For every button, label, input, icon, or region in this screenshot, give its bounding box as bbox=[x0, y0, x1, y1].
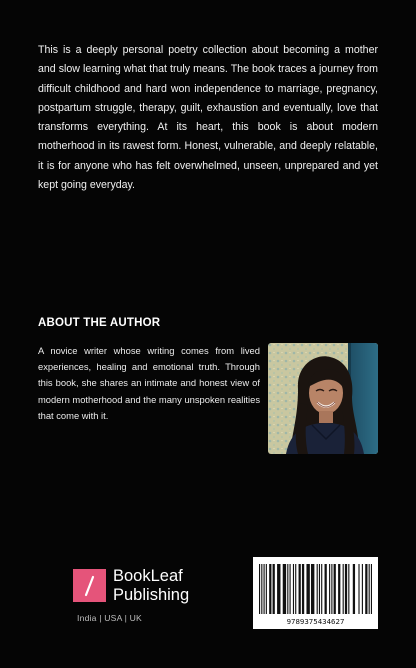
barcode-bar bbox=[334, 564, 336, 614]
barcode-bar bbox=[290, 564, 291, 614]
bookleaf-logo-icon bbox=[73, 569, 106, 602]
barcode-bar bbox=[261, 564, 262, 614]
barcode-bar bbox=[338, 564, 340, 614]
barcode-bar bbox=[317, 564, 318, 614]
barcode-bar bbox=[331, 564, 332, 614]
barcode-bar bbox=[348, 564, 349, 614]
barcode-bar bbox=[277, 564, 280, 614]
barcode-bar bbox=[345, 564, 347, 614]
barcode-bar bbox=[283, 564, 286, 614]
barcode-bar bbox=[321, 564, 322, 614]
publisher-name-line1: BookLeaf bbox=[113, 567, 183, 585]
publisher-logo bbox=[73, 566, 190, 628]
barcode-bar bbox=[266, 564, 267, 614]
book-blurb: This is a deeply personal poetry collection about becoming a mother and slow learning what that truly means. The book traces a journey from difficult childhood and hard won independence to marriage, pregnancy, postpartum struggle, therapy, guilt, exhaustion and eventually, love that transforms everything. At its heart, this book is about modern motherhood in its rawest form. Honest, vulnerable, and deeply relatable, it is for anyone who has felt overwhelmed, unseen, unprepared and yet kept going everyday. bbox=[38, 44, 378, 192]
barcode-bar bbox=[273, 564, 275, 614]
isbn-number: 9789375434627 bbox=[286, 617, 345, 626]
barcode-bar bbox=[264, 564, 265, 614]
barcode-bar bbox=[369, 564, 370, 614]
barcode-bar bbox=[293, 564, 294, 614]
barcode-bar bbox=[358, 564, 359, 614]
barcode-bar bbox=[365, 564, 367, 614]
author-bio: A novice writer whose writing comes from lived experiences, healing and emotional truth. Through this book, she shares an intimate and honest view of modern motherhood and the many unspoken realities that come with it. bbox=[38, 345, 261, 421]
barcode-bar bbox=[353, 564, 355, 614]
barcode-bar bbox=[306, 564, 309, 614]
barcode-bar bbox=[311, 564, 314, 614]
barcode-bar bbox=[329, 564, 330, 614]
publisher-regions: India | USA | UK bbox=[77, 613, 142, 623]
barcode-bar bbox=[259, 564, 260, 614]
barcode-bar bbox=[343, 564, 344, 614]
isbn-barcode bbox=[253, 557, 378, 629]
author-photo bbox=[268, 343, 378, 454]
barcode-bar bbox=[371, 564, 372, 614]
barcode-bar bbox=[287, 564, 288, 614]
publisher-name-line2: Publishing bbox=[113, 586, 190, 604]
barcode-bar bbox=[362, 564, 363, 614]
barcode-bar bbox=[325, 564, 327, 614]
barcode-bar bbox=[319, 564, 320, 614]
about-author-heading: ABOUT THE AUTHOR bbox=[38, 317, 161, 329]
barcode-bar bbox=[269, 564, 271, 614]
barcode-bar bbox=[299, 564, 301, 614]
barcode-bar bbox=[302, 564, 304, 614]
barcode-bar bbox=[295, 564, 296, 614]
barcode-bars bbox=[253, 557, 378, 617]
